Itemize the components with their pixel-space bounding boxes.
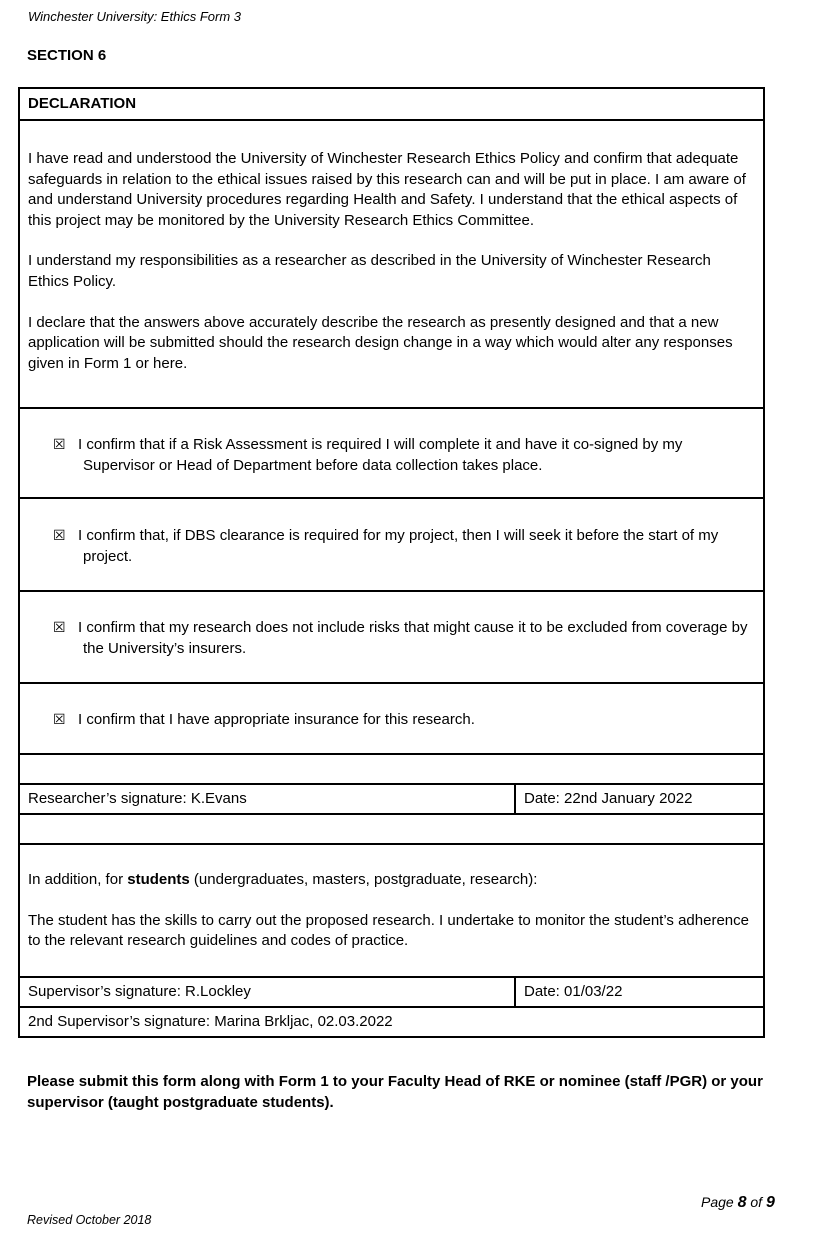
supervisor-signature[interactable]: Supervisor’s signature: R.Lockley bbox=[19, 977, 515, 1007]
declaration-paragraph: I declare that the answers above accurately describe the research as presently designed and that a new application will be submitted should the research design change in a way which would alter any responses given in Form 1 or here. bbox=[28, 313, 733, 372]
researcher-date[interactable]: Date: 22nd January 2022 bbox=[515, 784, 764, 814]
students-statement: The student has the skills to carry out the proposed research. I undertake to monitor the student’s adherence to the relevant research guidelines and codes of practice. bbox=[28, 911, 749, 950]
declaration-body bbox=[19, 120, 764, 408]
page-number: Page 8 of 9 bbox=[701, 1194, 775, 1211]
confirmation-text: I confirm that my research does not include risks that might cause it to be excluded from coverage by the University’s insurers. bbox=[78, 619, 748, 657]
blank-row bbox=[19, 814, 764, 844]
declaration-paragraph: I have read and understood the University of Winchester Research Ethics Policy and confirm that adequate safeguards in relation to the ethical issues raised by this research can and will be put in place. I am aware of and understand University procedures regarding Health and Safety. I understand that the ethical aspects of this project may be monitored by the University Research Ethics Committee. bbox=[28, 150, 746, 229]
section-title: SECTION 6 bbox=[27, 47, 107, 64]
checked-checkbox[interactable]: ☒ bbox=[53, 436, 66, 452]
students-section bbox=[19, 844, 764, 977]
declaration-paragraph: I understand my responsibilities as a researcher as described in the University of Winchester Research Ethics Policy. bbox=[28, 252, 711, 290]
supervisor-date[interactable]: Date: 01/03/22 bbox=[515, 977, 764, 1007]
checked-checkbox[interactable]: ☒ bbox=[53, 711, 66, 727]
confirmation-row bbox=[19, 408, 764, 498]
checked-checkbox[interactable]: ☒ bbox=[53, 619, 66, 635]
confirmation-text: I confirm that I have appropriate insurance for this research. bbox=[78, 711, 475, 728]
declaration-heading: DECLARATION bbox=[19, 88, 764, 120]
declaration-table bbox=[18, 87, 765, 1038]
checked-checkbox[interactable]: ☒ bbox=[53, 527, 66, 543]
form-header-title: Winchester University: Ethics Form 3 bbox=[28, 9, 241, 24]
confirmation-row bbox=[19, 683, 764, 754]
confirmation-text: I confirm that if a Risk Assessment is required I will complete it and have it co-signed by my Supervisor or Head of Department before data collection takes place. bbox=[78, 436, 683, 474]
confirmation-row bbox=[19, 591, 764, 683]
confirmation-text: I confirm that, if DBS clearance is required for my project, then I will seek it before the start of my project. bbox=[78, 527, 719, 565]
students-intro: In addition, for students (undergraduates, masters, postgraduate, research): bbox=[28, 871, 538, 888]
confirmation-row bbox=[19, 498, 764, 591]
submit-instructions: Please submit this form along with Form 1 to your Faculty Head of RKE or nominee (staff /PGR) or your supervisor (taught postgraduate students). bbox=[27, 1073, 763, 1111]
researcher-signature[interactable]: Researcher’s signature: K.Evans bbox=[19, 784, 515, 814]
revision-note: Revised October 2018 bbox=[27, 1213, 152, 1227]
blank-row bbox=[19, 754, 764, 784]
second-supervisor-signature[interactable]: 2nd Supervisor’s signature: Marina Brkljac, 02.03.2022 bbox=[19, 1007, 764, 1037]
